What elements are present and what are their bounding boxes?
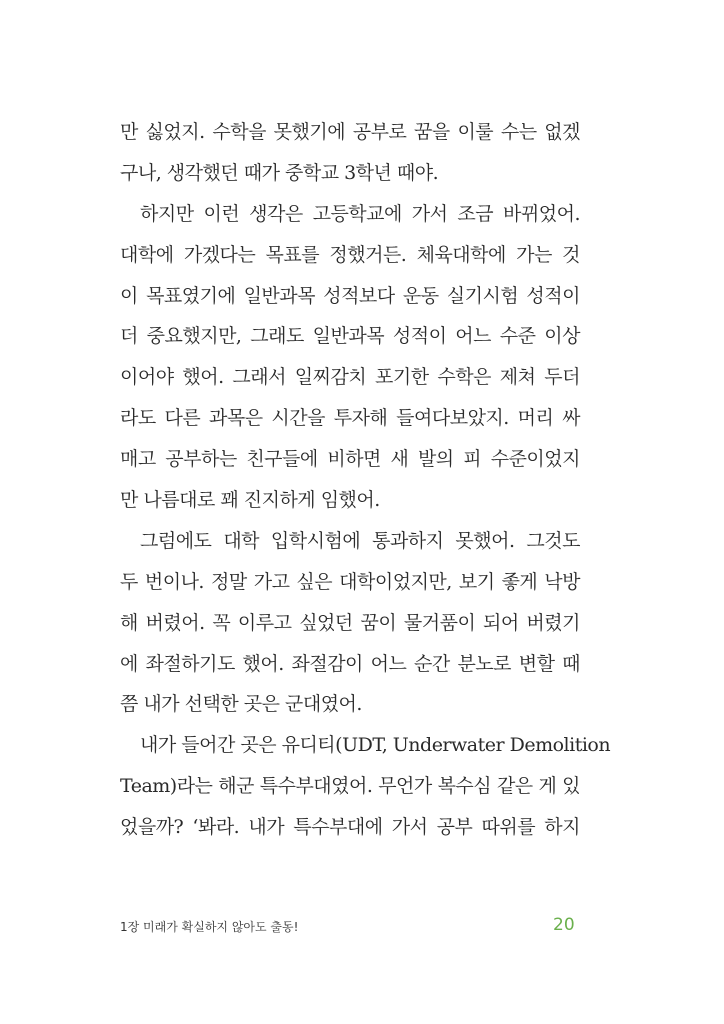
text-line: 대학에 가겠다는 목표를 정했거든. 체육대학에 가는 것: [120, 243, 580, 266]
running-footer-chapter-title: 1장 미래가 확실하지 않아도 출동!: [120, 920, 299, 934]
text-line: 만 나름대로 꽤 진지하게 임했어.: [120, 489, 380, 512]
text-line: 었을까? ‘봐라. 내가 특수부대에 가서 공부 따위를 하지: [120, 816, 580, 839]
text-line: 내가 들어간 곳은 유디티(UDT, Underwater Demolition: [140, 734, 611, 757]
text-line: Team)라는 해군 특수부대였어. 무언가 복수심 같은 게 있: [120, 775, 580, 798]
text-line: 이 목표였기에 일반과목 성적보다 운동 실기시험 성적이: [120, 284, 580, 307]
text-line: 이어야 했어. 그래서 일찌감치 포기한 수학은 제쳐 두더: [120, 366, 580, 389]
page-number: 20: [553, 915, 575, 935]
text-line: 에 좌절하기도 했어. 좌절감이 어느 순간 분노로 변할 때: [120, 652, 580, 675]
text-line: 라도 다른 과목은 시간을 투자해 들여다보았지. 머리 싸: [120, 407, 580, 430]
text-line: 쯤 내가 선택한 곳은 군대였어.: [120, 693, 362, 716]
text-line: 매고 공부하는 친구들에 비하면 새 발의 피 수준이었지: [120, 448, 580, 471]
text-line: 하지만 이런 생각은 고등학교에 가서 조금 바뀌었어.: [140, 202, 580, 225]
text-line: 해 버렸어. 꼭 이루고 싶었던 꿈이 물거품이 되어 버렸기: [120, 611, 580, 634]
text-line: 구나, 생각했던 때가 중학교 3학년 때야.: [120, 161, 439, 184]
body-text: [120, 112, 611, 848]
text-line: 만 싫었지. 수학을 못했기에 공부로 꿈을 이룰 수는 없겠: [120, 121, 580, 143]
text-line: 두 번이나. 정말 가고 싶은 대학이었지만, 보기 좋게 낙방: [120, 570, 580, 593]
text-line: 그럼에도 대학 입학시험에 통과하지 못했어. 그것도: [140, 529, 580, 552]
text-line: 더 중요했지만, 그래도 일반과목 성적이 어느 수준 이상: [120, 325, 580, 348]
